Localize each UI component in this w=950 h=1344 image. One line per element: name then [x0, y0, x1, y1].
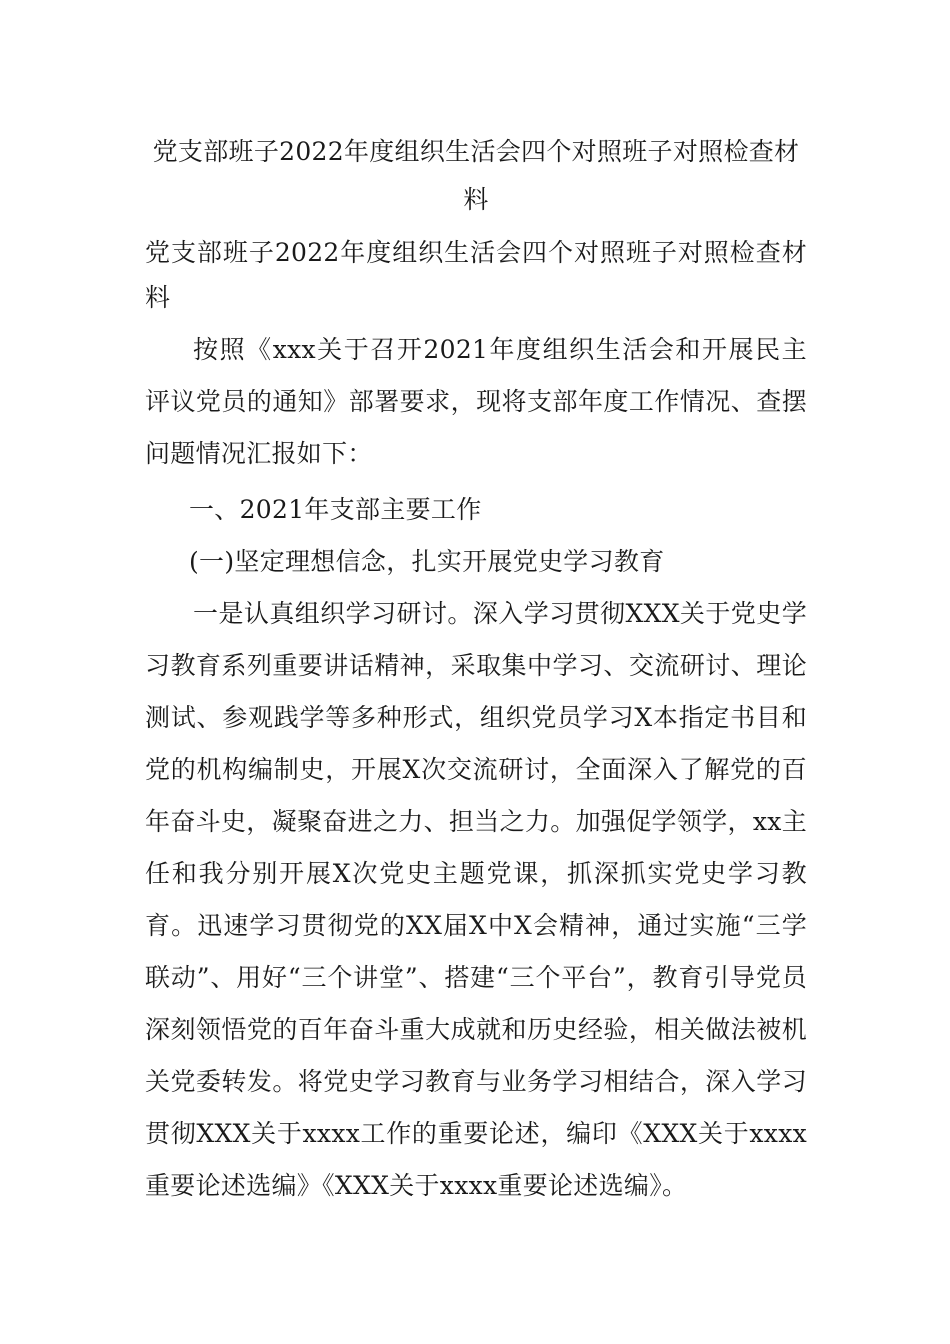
section-heading: 一、2021年支部主要工作 [189, 495, 482, 524]
document-title-repeat: 党支部班子2022年度组织生活会四个对照班子对照检查材料 [145, 238, 807, 312]
intro-paragraph: 按照《xxx关于召开2021年度组织生活会和开展民主评议党员的通知》部署要求，现将支部年度工作情况、查摆问题情况汇报如下： [145, 335, 807, 468]
document-title: 党支部班子2022年度组织生活会四个对照班子对照检查材料 [152, 137, 800, 214]
body-paragraph: 一是认真组织学习研讨。深入学习贯彻XXX关于党史学习教育系列重要讲话精神，采取集中学习、交流研讨、理论测试、参观践学等多种形式，组织党员学习X本指定书目和党的机构编制史，开展X次交流研讨，全面深入了解党的百年奋斗史，凝聚奋进之力、担当之力。加强促学领学，xx主任和我分别开展X次党史主题党课，抓深抓实党史学习教育。迅速学习贯彻党的XX届X中X会精神，通过实施“三学联动”、用好“三个讲堂”、搭建“三个平台”，教育引导党员深刻领悟党的百年奋斗重大成就和历史经验，相关做法被机关党委转发。将党史学习教育与业务学习相结合，深入学习贯彻XXX关于xxxx工作的重要论述，编印《XXX关于xxxx重要论述选编》《XXX关于xxxx重要论述选编》。 [145, 599, 807, 1200]
document-page [145, 128, 807, 1212]
subsection-heading: (一)坚定理想信念，扎实开展党史学习教育 [189, 547, 665, 576]
